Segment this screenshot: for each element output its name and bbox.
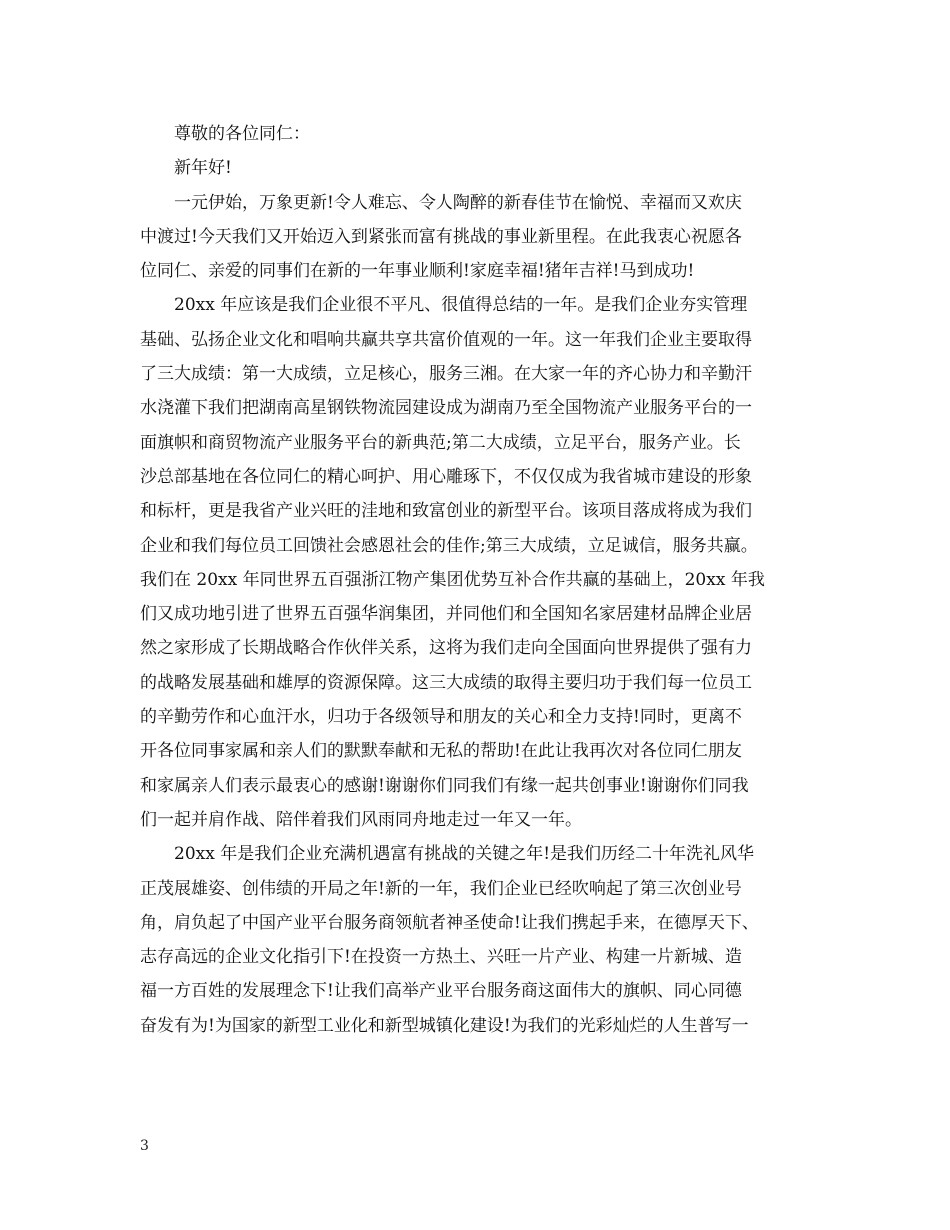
text-line: 尊敬的各位同仁： bbox=[174, 124, 310, 144]
text-line: 和家属亲人们表示最衷心的感谢!谢谢你们同我们有缘一起共创事业!谢谢你们同我 bbox=[140, 775, 749, 796]
text-line: 水浇灌下我们把湖南高星钢铁物流园建设成为湖南乃至全国物流产业服务平台的一 bbox=[140, 398, 752, 419]
text-line: 中渡过!今天我们又开始迈入到紧张而富有挑战的事业新里程。在此我衷心祝愿各 bbox=[140, 226, 742, 247]
text-line: 企业和我们每位员工回馈社会感恩社会的佳作;第三大成绩，立足诚信，服务共赢。 bbox=[140, 535, 758, 556]
text-line: 然之家形成了长期战略合作伙伴关系，这将为我们走向全国面向世界提供了强有力 bbox=[140, 638, 752, 659]
text-line: 的辛勤劳作和心血汗水，归功于各级领导和朋友的关心和全力支持!同时，更离不 bbox=[140, 707, 742, 728]
text-line: 基础、弘扬企业文化和唱响共赢共享共富价值观的一年。这一年我们企业主要取得 bbox=[140, 329, 752, 350]
page-number: 3 bbox=[140, 1138, 149, 1154]
text-line: 福一方百姓的发展理念下!让我们高举产业平台服务商这面伟大的旗帜、同心同德 bbox=[140, 981, 742, 1002]
text-line: 新年好! bbox=[174, 158, 232, 179]
text-line: 们一起并肩作战、陪伴着我们风雨同舟地走过一年又一年。 bbox=[140, 809, 582, 830]
text-line: 的战略发展基础和雄厚的资源保障。这三大成绩的取得主要归功于我们每一位员工 bbox=[140, 672, 752, 693]
text-line: 正茂展雄姿、创伟绩的开局之年!新的一年，我们企业已经吹响起了第三次创业号 bbox=[140, 878, 742, 899]
text-line: 位同仁、亲爱的同事们在新的一年事业顺利!家庭幸福!猪年吉祥!马到成功! bbox=[140, 261, 695, 282]
document-body bbox=[140, 117, 825, 1043]
text-line: 角，肩负起了中国产业平台服务商领航者神圣使命!让我们携起手来，在德厚天下、 bbox=[140, 912, 759, 933]
text-line: 我们在 20xx 年同世界五百强浙江物产集团优势互补合作共赢的基础上，20xx 年我 bbox=[140, 569, 765, 590]
text-line: 20xx 年应该是我们企业很不平凡、很值得总结的一年。是我们企业夯实管理 bbox=[174, 295, 748, 316]
text-line: 面旗帜和商贸物流产业服务平台的新典范;第二大成绩，立足平台，服务产业。长 bbox=[140, 432, 741, 453]
text-line: 奋发有为!为国家的新型工业化和新型城镇化建设!为我们的光彩灿烂的人生普写一 bbox=[140, 1015, 749, 1036]
text-line: 20xx 年是我们企业充满机遇富有挑战的关键之年!是我们历经二十年洗礼风华 bbox=[174, 844, 755, 865]
text-line: 了三大成绩：第一大成绩，立足核心，服务三湘。在大家一年的齐心协力和辛勤汗 bbox=[140, 364, 752, 385]
text-line: 开各位同事家属和亲人们的默默奉献和无私的帮助!在此让我再次对各位同仁朋友 bbox=[140, 741, 742, 762]
text-line: 们又成功地引进了世界五百强华润集团，并同他们和全国知名家居建材品牌企业居 bbox=[140, 604, 752, 625]
text-line: 和标杆，更是我省产业兴旺的洼地和致富创业的新型平台。该项目落成将成为我们 bbox=[140, 501, 752, 522]
text-line: 沙总部基地在各位同仁的精心呵护、用心雕琢下，不仅仅成为我省城市建设的形象 bbox=[140, 466, 752, 487]
text-line: 一元伊始，万象更新!令人难忘、令人陶醉的新春佳节在愉悦、幸福而又欢庆 bbox=[174, 192, 742, 213]
text-line: 志存高远的企业文化指引下!在投资一方热土、兴旺一片产业、构建一片新城、造 bbox=[140, 947, 742, 968]
